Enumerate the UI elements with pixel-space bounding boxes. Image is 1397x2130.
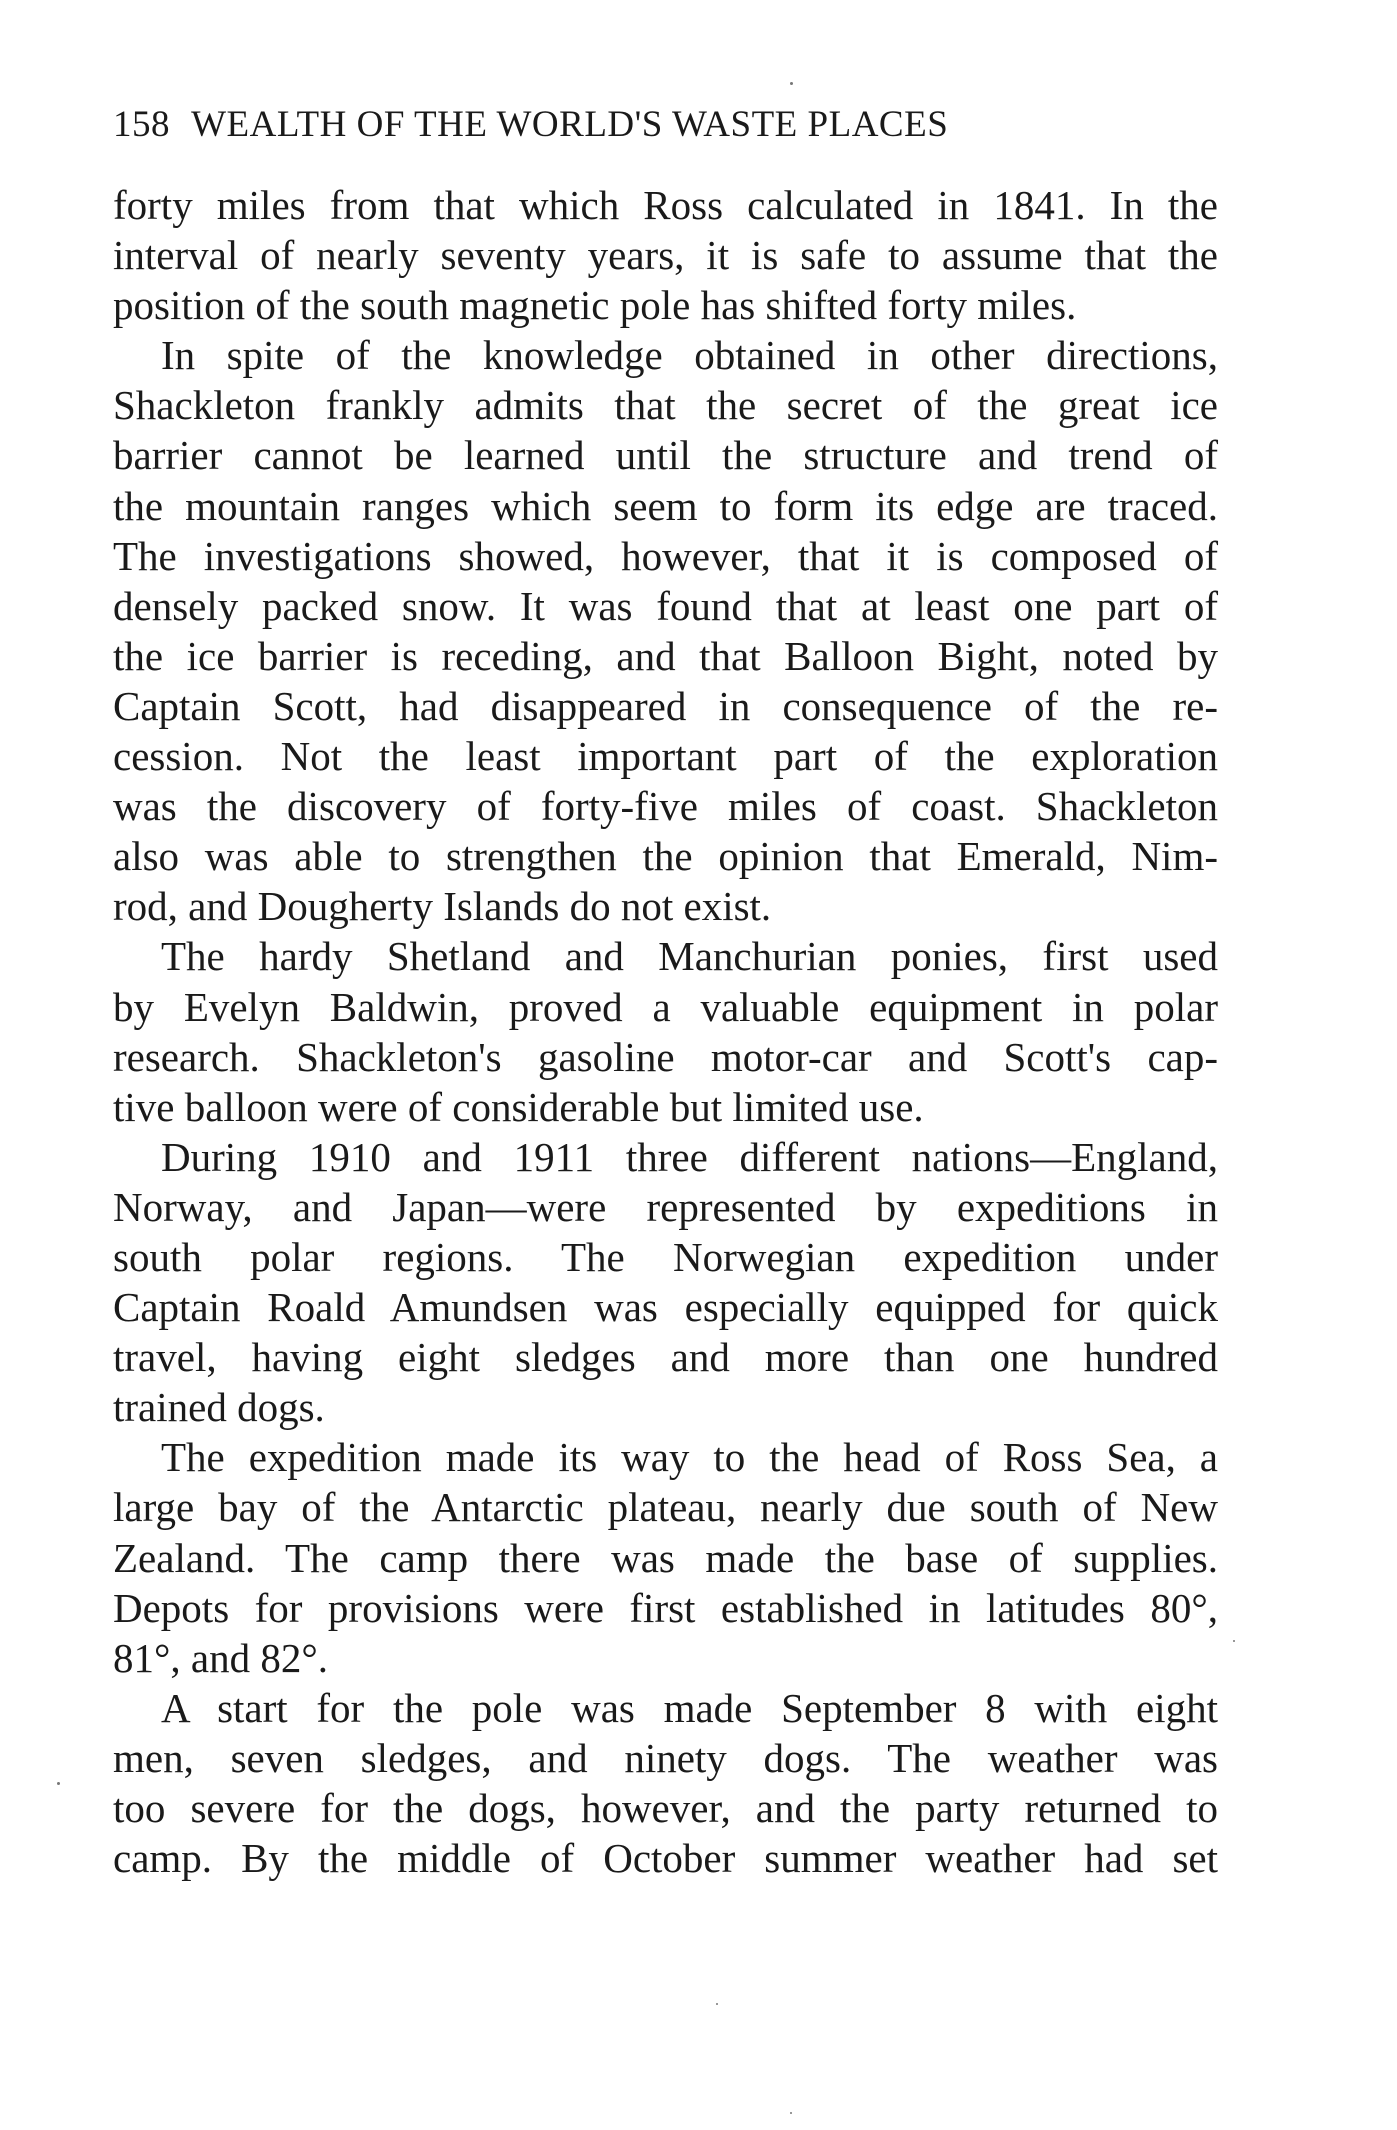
text-line: forty miles from that which Ross calculated in 1841. In the	[113, 182, 1218, 228]
text-line: research. Shackleton's gasoline motor-car and Scott's cap-	[113, 1033, 1218, 1080]
text-line: the mountain ranges which seem to form its edge are traced.	[113, 482, 1218, 529]
text-line: Captain Scott, had disappeared in consequence of the re-	[113, 682, 1218, 729]
text-line: the ice barrier is receding, and that Balloon Bight, noted by	[113, 632, 1218, 679]
paragraph-start-line: In spite of the knowledge obtained in other directions,	[161, 332, 1218, 379]
text-line: camp. By the middle of October summer weather had set	[113, 1835, 1218, 1882]
text-line: large bay of the Antarctic plateau, nearly due south of New	[113, 1484, 1218, 1531]
paragraph-start-line: The hardy Shetland and Manchurian ponies, first used	[161, 933, 1218, 980]
scan-speck	[1233, 1640, 1235, 1642]
text-line: rod, and Dougherty Islands do not exist.	[113, 883, 772, 930]
scan-speck	[57, 1782, 60, 1785]
text-line: was the discovery of forty-five miles of coast. Shackleton	[113, 783, 1218, 830]
text-line: trained dogs.	[113, 1384, 325, 1431]
text-line: by Evelyn Baldwin, proved a valuable equipment in polar	[113, 983, 1218, 1030]
text-line: barrier cannot be learned until the structure and trend of	[113, 432, 1218, 479]
scan-speck	[716, 2003, 718, 2005]
text-line: densely packed snow. It was found that at least one part of	[113, 582, 1218, 629]
text-line: position of the south magnetic pole has shifted forty miles.	[113, 282, 1077, 329]
text-line: also was able to strengthen the opinion that Emerald, Nim-	[113, 833, 1218, 880]
body-text	[113, 180, 1218, 1883]
text-line: south polar regions. The Norwegian expedition under	[113, 1233, 1218, 1280]
text-line: Zealand. The camp there was made the base of supplies.	[113, 1534, 1218, 1581]
text-line: Shackleton frankly admits that the secret of the great ice	[113, 382, 1218, 429]
running-header	[113, 102, 1213, 148]
paragraph-start-line: During 1910 and 1911 three different nations—England,	[161, 1133, 1218, 1180]
paragraph-start-line: The expedition made its way to the head of Ross Sea, a	[161, 1434, 1218, 1481]
text-line: The investigations showed, however, that it is composed of	[113, 532, 1218, 579]
text-line: too severe for the dogs, however, and the party returned to	[113, 1785, 1218, 1831]
page-number: 158	[113, 104, 170, 145]
text-line: travel, having eight sledges and more than one hundred	[113, 1334, 1218, 1381]
text-line: Captain Roald Amundsen was especially equipped for quick	[113, 1284, 1218, 1331]
text-line: interval of nearly seventy years, it is safe to assume that the	[113, 232, 1218, 279]
paragraph-start-line: A start for the pole was made September 8 with eight	[161, 1684, 1218, 1731]
scan-speck	[790, 2112, 792, 2114]
text-line: 81°, and 82°.	[113, 1634, 328, 1681]
text-line: Norway, and Japan—were represented by expeditions in	[113, 1183, 1218, 1230]
scan-speck	[790, 82, 793, 85]
text-line: Depots for provisions were first established in latitudes 80°,	[113, 1584, 1218, 1631]
text-line: tive balloon were of considerable but limited use.	[113, 1083, 924, 1130]
running-title: WEALTH OF THE WORLD'S WASTE PLACES	[191, 104, 949, 145]
text-line: cession. Not the least important part of the exploration	[113, 733, 1218, 780]
text-line: men, seven sledges, and ninety dogs. The weather was	[113, 1734, 1218, 1781]
